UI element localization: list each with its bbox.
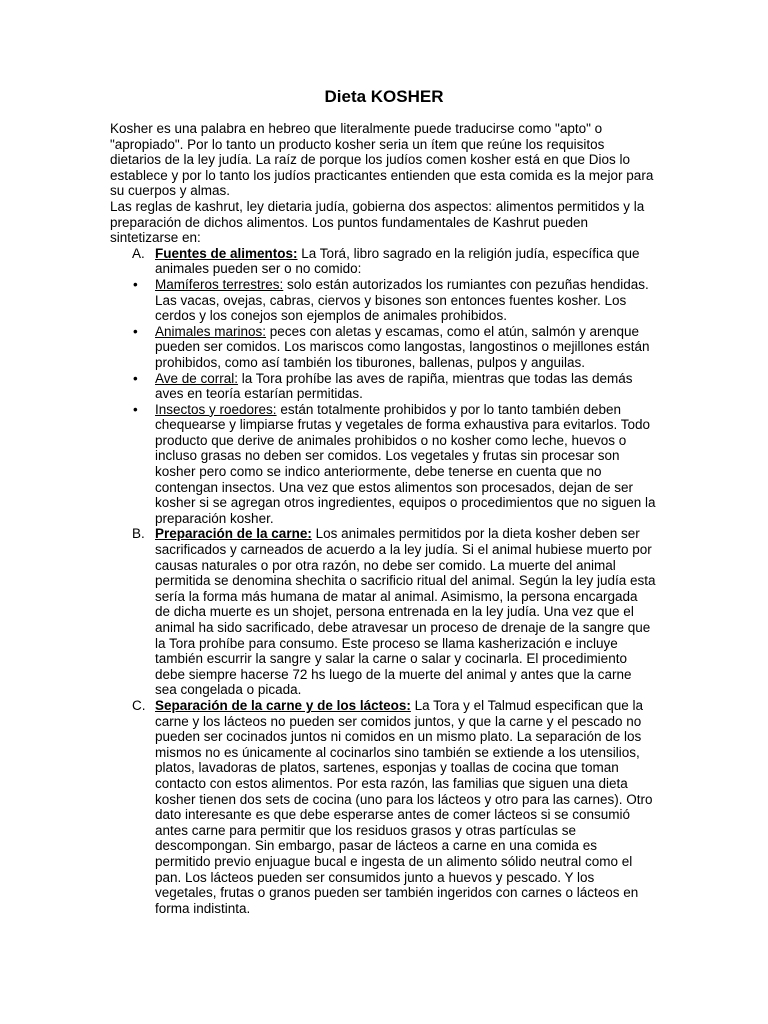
bullet-text: peces con aletas y escamas, como el atún, salmón y arenque pueden ser comidos. Los mariscos como langostas, langostinos o mejillones están prohibidos, como así también los tiburones, ballenas, pulpos y anguilas. [155,323,650,370]
rules-paragraph: Las reglas de kashrut, ley dietaria judía, gobierna dos aspectos: alimentos permitidos y la preparación de dichos alimentos. Los puntos fundamentales de Kashrut pueden sintetizarse en: [110,198,645,246]
section-c [110,698,656,916]
document-body [110,121,656,916]
section-text: Los animales permitidos por la dieta kosher deben ser sacrificados y carneados de acuerdo a la ley judía. Si el animal hubiese muerto por causas naturales o por otra razón, no debe ser comido. La muerte del animal permitida se denomina shechita o sacrificio ritual del animal. Según la ley judía esta sería la forma más humana de matar al animal. Asimismo, la persona encargada de dicha muerte es un shojet, persona entrenada en la ley judía. Una vez que el animal ha sido sacrificado, debe atravesar un proceso de drenaje de la sangre que la Tora prohíbe para consumo. Este proceso se llama kasherización e incluye también escurrir la sangre y salar la carne o salar y cocinarla. El procedimiento debe siempre hacerse 72 hs luego de la muerte del animal y antes que la carne sea congelada o picada. [155,526,656,698]
bullet-heading: Ave de corral: [155,370,239,386]
document-title: Dieta KOSHER [324,87,444,106]
bullet-marker: • [133,370,138,386]
section-a [110,246,656,277]
section-text: La Tora y el Talmud especifican que la carne y los lácteos no pueden ser comidos juntos, y que la carne y el pescado no pueden ser cocinados juntos ni comidos en un mismo plato. La separación de los mismos no es únicamente al cocinarlos sino también se extiende a los utensilios, platos, lavadoras de platos, sartenes, esponjas y toallas de cocina que toman contacto con estos alimentos. Por esta razón, las familias que siguen una dieta kosher tienen dos sets de cocina (uno para los lácteos y otro para las carnes). Otro dato interesante es que debe esperarse antes de comer lácteos si se consumió antes carne para permitir que los residuos grasos y otras partículas se descompongan. Sin embargo, pasar de lácteos a carne en una comida es permitido previo enjuague bucal e ingesta de un alimento sólido neutral como el pan. Los lácteos pueden ser consumidos junto a huevos y pescado. Y los vegetales, frutas o granos pueden ser también ingeridos con carnes o lácteos en forma indistinta. [155,697,653,916]
bullet-heading: Mamíferos terrestres: [155,276,284,292]
bullet-heading: Insectos y roedores: [155,401,277,417]
section-marker: C. [132,697,146,713]
bullet-insectos [110,402,656,527]
section-heading: Separación de la carne y de los lácteos: [155,697,411,713]
bullet-text: solo están autorizados los rumiantes con pezuñas hendidas. Las vacas, ovejas, cabras, ciervos y bisones son entonces fuentes kosher. Los cerdos y los conejos son ejemplos de animales prohibidos. [155,276,649,324]
bullet-text: la Tora prohíbe las aves de rapiña, mientras que todas las demás aves en teoría estarían permitidas. [155,370,633,402]
section-heading: Preparación de la carne: [155,526,312,542]
bullet-marker: • [133,276,138,292]
bullet-marker: • [133,323,138,339]
section-heading: Fuentes de alimentos: [155,245,298,261]
section-b [110,526,656,698]
bullet-text: están totalmente prohibidos y por lo tanto también deben chequearse y limpiarse frutas y vegetales de forma exhaustiva para evitarlos. Todo producto que derive de animales prohibidos o no kosher como leche, huevos o incluso grasas no deben ser comidos. Los vegetales y frutas sin procesar son kosher pero como se indico anteriormente, debe tenerse en cuenta que no contengan insectos. Una vez que estos alimentos son procesados, dejan de ser kosher si se agregan otros ingredientes, equipos o procedimientos que no siguen la preparación kosher. [155,401,656,526]
bullet-marker: • [133,401,138,417]
intro-paragraph: Kosher es una palabra en hebreo que literalmente puede traducirse como "apto" o "apropiado". Por lo tanto un producto kosher seria un ítem que reúne los requisitos dietarios de la ley judía. La raíz de porque los judíos comen kosher está en que Dios lo establece y por lo tanto los judíos practicantes entienden que esta comida es la mejor para su cuerpos y almas. [110,121,654,199]
section-text: La Torá, libro sagrado en la religión judía, específica que animales pueden ser o no comido: [155,245,640,277]
section-marker: B. [132,526,145,542]
bullet-ave-de-corral [110,371,656,402]
bullet-mamiferos [110,277,656,324]
section-marker: A. [132,245,145,261]
bullet-heading: Animales marinos: [155,323,267,339]
bullet-animales-marinos [110,324,656,371]
